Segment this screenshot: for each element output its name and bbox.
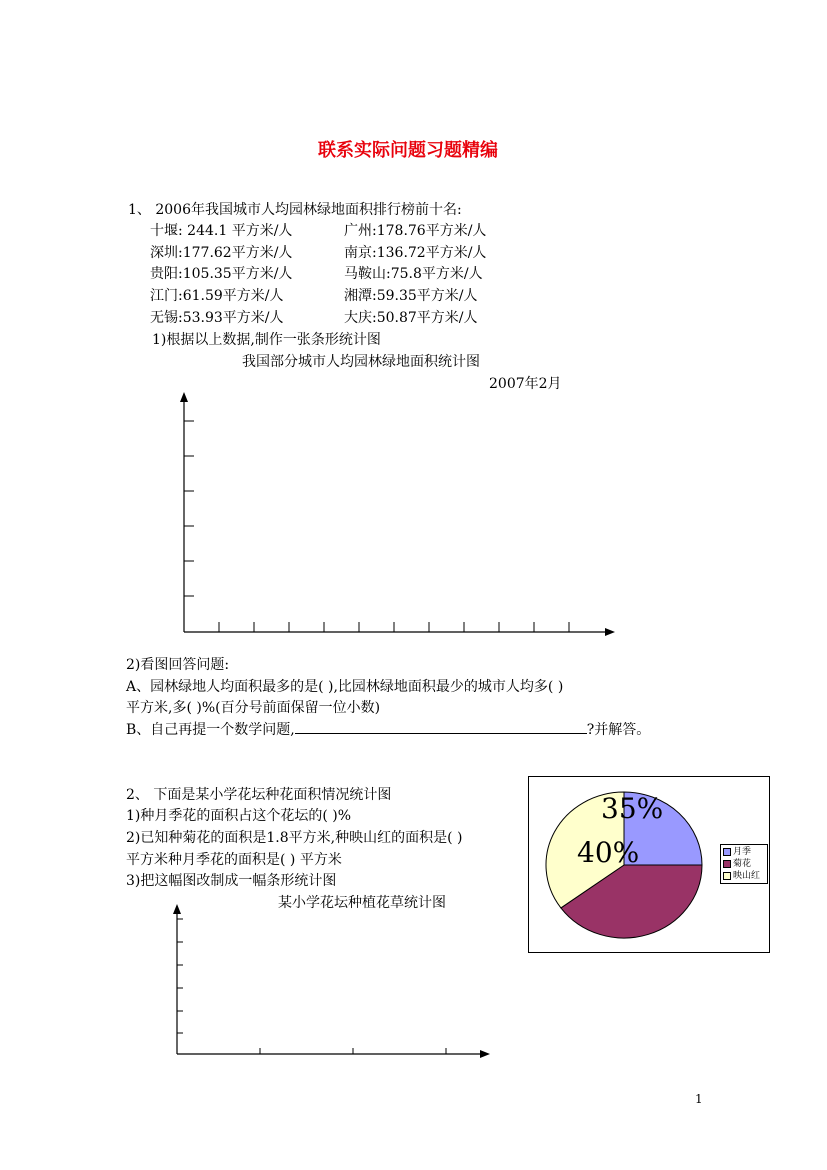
q1-task1: 1)根据以上数据,制作一张条形统计图 [152, 332, 381, 348]
q1-row-5-left: 无锡:53.93平方米/人 [150, 310, 284, 326]
pie-legend [720, 844, 768, 884]
pie-label-40: 40% [577, 836, 640, 869]
q1-question-a-cont: 平方米,多( )%(百分号前面保留一位小数) [126, 700, 381, 716]
q1-row-4-right: 湘潭:59.35平方米/人 [344, 288, 478, 304]
blank-axes-1 [175, 392, 615, 642]
legend-swatch-yingshanhong [723, 872, 731, 880]
q1-row-3-left: 贵阳:105.35平方米/人 [150, 266, 293, 282]
q1-task2: 2)看图回答问题: [126, 657, 230, 673]
q1-row-2-right: 南京:136.72平方米/人 [344, 245, 487, 261]
page-title: 联系实际问题习题精编 [318, 140, 498, 161]
q1-chart-date: 2007年2月 [489, 376, 562, 392]
legend-swatch-juhua [723, 860, 731, 868]
legend-swatch-yueji [723, 848, 731, 856]
q2-line-1: 1)种月季花的面积占这个花坛的( )% [126, 808, 352, 824]
q1-question-b-suffix: ?并解答。 [586, 722, 651, 738]
legend-item-yingshanhong [723, 870, 765, 882]
q1-question-b-prefix: B、自己再提一个数学问题, [126, 722, 295, 738]
q2-intro: 2、 下面是某小学花坛种花面积情况统计图 [126, 787, 392, 803]
legend-label-juhua: 菊花 [733, 859, 752, 869]
q1-question-b [126, 721, 650, 739]
legend-label-yingshanhong: 映山红 [733, 871, 761, 881]
q2-chart-title: 某小学花坛种植花草统计图 [278, 895, 446, 911]
page-number: 1 [695, 1092, 703, 1106]
blank-axes-2 [170, 904, 490, 1054]
q1-chart-title: 我国部分城市人均园林绿地面积统计图 [242, 354, 480, 370]
pie-label-35: 35% [601, 792, 664, 825]
q2-line-4: 3)把这幅图改制成一幅条形统计图 [126, 873, 337, 889]
q1-row-3-right: 马鞍山:75.8平方米/人 [344, 266, 483, 282]
q1-row-2-left: 深圳:177.62平方米/人 [150, 245, 293, 261]
q1-intro: 1、 2006年我国城市人均园林绿地面积排行榜前十名: [128, 202, 462, 218]
q1-row-1-right: 广州:178.76平方米/人 [344, 223, 487, 239]
legend-item-yueji [723, 846, 765, 858]
q1-row-1-left: 十堰: 244.1 平方米/人 [150, 223, 293, 239]
legend-item-juhua [723, 858, 765, 870]
q1-row-4-left: 江门:61.59平方米/人 [150, 288, 284, 304]
q2-line-3: 平方米种月季花的面积是( ) 平方米 [126, 852, 342, 868]
answer-blank[interactable] [295, 721, 587, 734]
q1-question-a: A、园林绿地人均面积最多的是( ),比园林绿地面积最少的城市人均多( ) [126, 679, 564, 695]
q1-row-5-right: 大庆:50.87平方米/人 [344, 310, 478, 326]
q2-line-2: 2)已知种菊花的面积是1.8平方米,种映山红的面积是( ) [126, 830, 463, 846]
legend-label-yueji: 月季 [733, 847, 752, 857]
